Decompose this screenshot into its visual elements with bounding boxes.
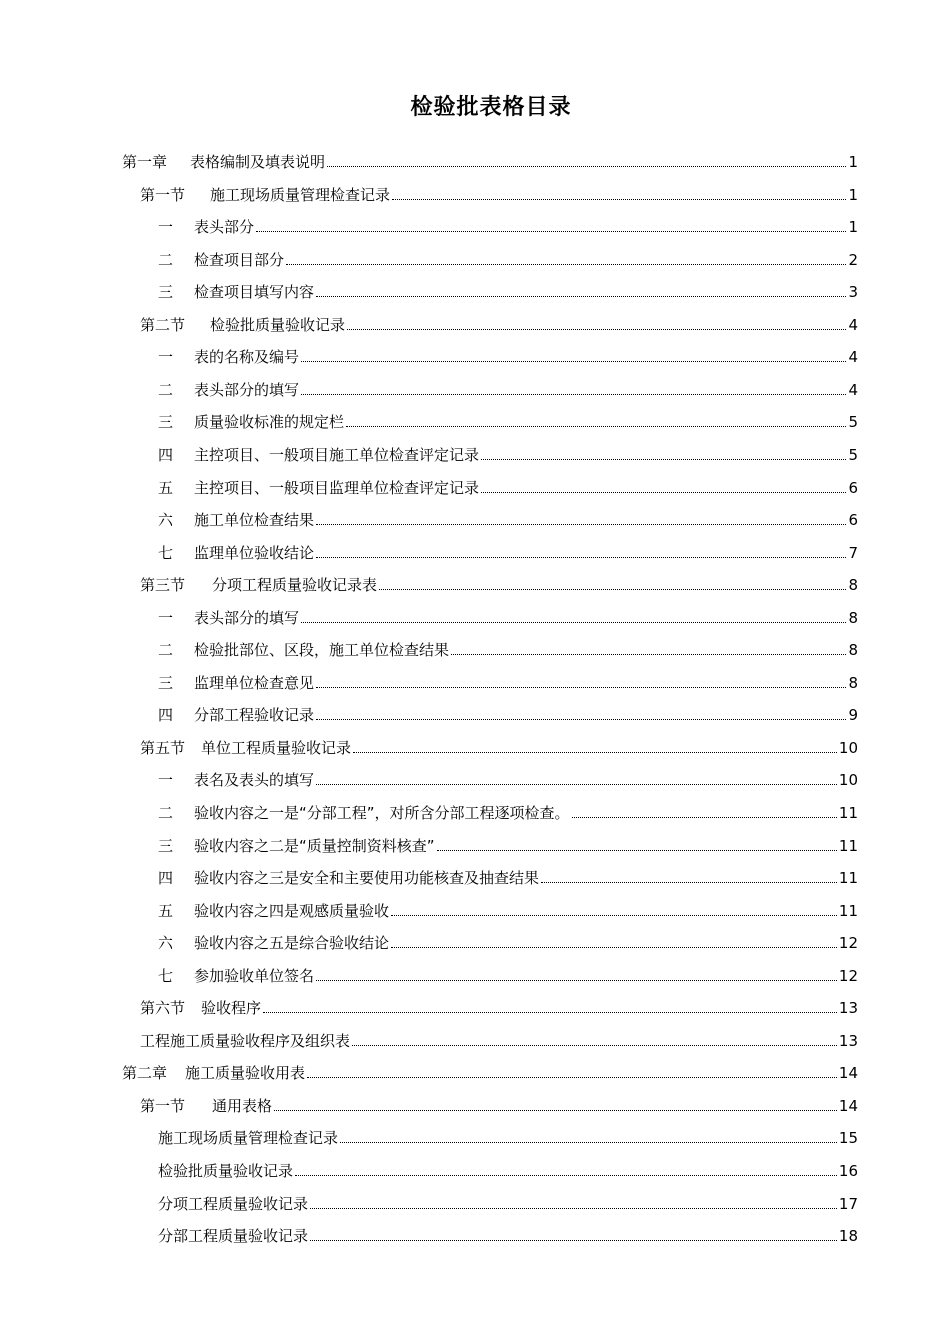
toc-entry-number: 六 <box>158 511 174 529</box>
dot-leader <box>392 199 846 200</box>
toc-entry-page-number: 13 <box>838 1032 858 1050</box>
toc-entry-label <box>158 217 254 237</box>
toc-entry-text: 检验批部位、区段，施工单位检查结果 <box>194 641 450 659</box>
toc-entry-page-number: 10 <box>838 771 858 789</box>
dot-leader <box>481 459 846 460</box>
toc-entry-label <box>158 640 449 660</box>
toc-entry-page-number: 5 <box>848 446 858 464</box>
toc-entry <box>158 766 858 790</box>
toc-entry-text: 检验批质量验收记录 <box>158 1162 294 1180</box>
toc-entry-page-number: 8 <box>848 641 858 659</box>
toc-entry-page-number: 4 <box>848 348 858 366</box>
toc-entry <box>140 311 858 335</box>
toc-entry-text: 参加验收单位签名 <box>194 967 315 985</box>
toc-entry-number: 第一节 <box>140 186 186 204</box>
toc-entry-page-number: 12 <box>838 934 858 952</box>
toc-entry-label <box>158 412 344 432</box>
toc-entry <box>158 376 858 400</box>
toc-entry <box>158 246 858 270</box>
toc-entry-page-number: 11 <box>838 837 858 855</box>
toc-entry-number: 三 <box>158 837 174 855</box>
toc-entry-number: 第六节 <box>140 999 186 1017</box>
dot-leader <box>327 166 846 167</box>
toc-entry-page-number: 14 <box>838 1064 858 1082</box>
toc-entry <box>158 441 858 465</box>
toc-entry <box>158 897 858 921</box>
toc-entry-label <box>122 152 325 172</box>
dot-leader <box>307 1077 837 1078</box>
dot-leader <box>301 394 846 395</box>
dot-leader <box>316 296 846 297</box>
toc-entry-text: 检查项目部分 <box>194 251 285 269</box>
toc-entry-page-number: 8 <box>848 674 858 692</box>
toc-entry-text: 质量验收标准的规定栏 <box>194 413 345 431</box>
toc-entry <box>158 636 858 660</box>
toc-entry-number: 第一章 <box>122 153 168 171</box>
dot-leader <box>316 557 846 558</box>
toc-entry-text: 验收程序 <box>201 999 262 1017</box>
toc-entry-page-number: 4 <box>848 381 858 399</box>
toc-entry-label <box>122 1063 305 1083</box>
toc-entry-label <box>158 1161 293 1181</box>
toc-entry-text: 验收内容之二是“质量控制资料核查” <box>194 837 435 855</box>
toc-entry-text: 验收内容之一是“分部工程”，对所含分部工程逐项检查。 <box>194 804 570 822</box>
toc-entry-label <box>158 347 299 367</box>
toc-entry-label <box>158 803 570 823</box>
toc-entry-text: 施工现场质量管理检查记录 <box>158 1129 339 1147</box>
toc-entry-number: 第一节 <box>140 1097 186 1115</box>
toc-entry-number: 第三节 <box>140 576 186 594</box>
document-title: 检验批表格目录 <box>410 95 572 120</box>
toc-entry-label <box>140 1031 350 1051</box>
toc-entry-label <box>140 1096 272 1116</box>
dot-leader <box>346 426 846 427</box>
toc-entry <box>140 571 858 595</box>
dot-leader <box>316 524 846 525</box>
toc-entry-page-number: 18 <box>838 1227 858 1245</box>
toc-entry-number: 第五节 <box>140 739 186 757</box>
dot-leader <box>301 361 846 362</box>
dot-leader <box>310 1208 837 1209</box>
toc-entry <box>158 832 858 856</box>
toc-entry-page-number: 17 <box>838 1195 858 1213</box>
dot-leader <box>316 687 846 688</box>
toc-entry-page-number: 9 <box>848 706 858 724</box>
toc-entry <box>158 799 858 823</box>
dot-leader <box>437 850 837 851</box>
toc-entry-number: 一 <box>158 609 174 627</box>
toc-entry-label <box>140 185 390 205</box>
dot-leader <box>391 947 837 948</box>
toc-entry-label <box>158 836 435 856</box>
toc-entry-label <box>158 770 314 790</box>
toc-entry-number: 五 <box>158 479 174 497</box>
toc-entry-label <box>158 250 284 270</box>
toc-entry-label <box>158 380 299 400</box>
toc-entry-text: 监理单位验收结论 <box>194 544 315 562</box>
toc-entry-number: 七 <box>158 544 174 562</box>
toc-entry-page-number: 2 <box>848 251 858 269</box>
toc-entry <box>158 604 858 628</box>
toc-entry-page-number: 11 <box>838 902 858 920</box>
toc-entry-number: 第二节 <box>140 316 186 334</box>
dot-leader <box>263 1012 837 1013</box>
dot-leader <box>572 817 837 818</box>
toc-entry-page-number: 4 <box>848 316 858 334</box>
dot-leader <box>274 1110 837 1111</box>
toc-entry-label <box>158 510 314 530</box>
toc-entry-text: 施工现场质量管理检查记录 <box>210 186 391 204</box>
toc-entry <box>158 539 858 563</box>
toc-entry-number: 第二章 <box>122 1064 168 1082</box>
toc-entry-number: 四 <box>158 706 174 724</box>
toc-entry-label <box>158 608 299 628</box>
toc-entry-label <box>158 282 314 302</box>
toc-entry <box>158 1124 858 1148</box>
toc-entry <box>158 506 858 530</box>
toc-entry <box>140 1092 858 1116</box>
toc-entry-text: 表格编制及填表说明 <box>190 153 326 171</box>
toc-entry-label <box>158 1194 308 1214</box>
dot-leader <box>541 882 837 883</box>
dot-leader <box>301 622 846 623</box>
toc-entry <box>122 148 858 172</box>
dot-leader <box>316 980 837 981</box>
toc-entry-label <box>158 445 479 465</box>
dot-leader <box>286 264 846 265</box>
toc-entry-number: 三 <box>158 674 174 692</box>
toc-entry-label <box>158 933 389 953</box>
toc-entry-text: 主控项目、一般项目施工单位检查评定记录 <box>194 446 480 464</box>
toc-entry <box>158 669 858 693</box>
dot-leader <box>340 1142 837 1143</box>
toc-entry-text: 验收内容之四是观感质量验收 <box>194 902 390 920</box>
toc-entry-label <box>158 705 314 725</box>
toc-entry <box>158 962 858 986</box>
dot-leader <box>481 492 846 493</box>
dot-leader <box>310 1240 837 1241</box>
toc-entry <box>158 213 858 237</box>
dot-leader <box>451 654 846 655</box>
toc-entry-text: 分部工程质量验收记录 <box>158 1227 309 1245</box>
toc-entry-number: 四 <box>158 869 174 887</box>
toc-entry-page-number: 8 <box>848 609 858 627</box>
toc-entry-number: 五 <box>158 902 174 920</box>
toc-entry-text: 表名及表头的填写 <box>194 771 315 789</box>
toc-entry <box>158 1157 858 1181</box>
toc-entry-page-number: 1 <box>848 186 858 204</box>
toc-entry <box>158 864 858 888</box>
toc-entry-page-number: 6 <box>848 511 858 529</box>
toc-entry-text: 检查项目填写内容 <box>194 283 315 301</box>
toc-entry <box>158 343 858 367</box>
toc-entry-number: 二 <box>158 251 174 269</box>
toc-entry-label <box>158 478 479 498</box>
dot-leader <box>352 1045 837 1046</box>
toc-entry-page-number: 7 <box>848 544 858 562</box>
toc-entry-page-number: 3 <box>848 283 858 301</box>
toc-entry <box>158 1222 858 1246</box>
toc-entry-text: 表头部分的填写 <box>194 609 300 627</box>
toc-entry-page-number: 13 <box>838 999 858 1017</box>
toc-entry-text: 主控项目、一般项目监理单位检查评定记录 <box>194 479 480 497</box>
dot-leader <box>353 752 837 753</box>
toc-entry-text: 监理单位检查意见 <box>194 674 315 692</box>
toc-entry-label <box>158 1128 338 1148</box>
toc-entry-number: 三 <box>158 413 174 431</box>
toc-entry <box>158 474 858 498</box>
toc-entry-page-number: 11 <box>838 804 858 822</box>
toc-entry <box>158 408 858 432</box>
toc-entry-text: 工程施工质量验收程序及组织表 <box>140 1032 351 1050</box>
toc-entry-label <box>158 1226 308 1246</box>
toc-entry-label <box>158 673 314 693</box>
toc-entry-label <box>158 901 389 921</box>
toc-entry-number: 三 <box>158 283 174 301</box>
toc-entry-page-number: 5 <box>848 413 858 431</box>
toc-entry <box>158 278 858 302</box>
toc-entry-text: 分部工程验收记录 <box>194 706 315 724</box>
toc-entry <box>140 994 858 1018</box>
toc-entry <box>158 701 858 725</box>
toc-entry-label <box>158 543 314 563</box>
toc-entry-page-number: 15 <box>838 1129 858 1147</box>
dot-leader <box>391 915 837 916</box>
toc-entry-text: 分项工程质量验收记录 <box>158 1195 309 1213</box>
toc-entry <box>122 1059 858 1083</box>
toc-entry-text: 表头部分的填写 <box>194 381 300 399</box>
toc-entry-page-number: 6 <box>848 479 858 497</box>
toc-entry <box>158 1190 858 1214</box>
toc-entry-number: 二 <box>158 804 174 822</box>
toc-entry-text: 验收内容之五是综合验收结论 <box>194 934 390 952</box>
toc-entry <box>140 734 858 758</box>
toc-entry-page-number: 11 <box>838 869 858 887</box>
toc-entry-text: 施工质量验收用表 <box>185 1064 306 1082</box>
dot-leader <box>347 329 846 330</box>
toc-entry-number: 四 <box>158 446 174 464</box>
toc-entry-label <box>140 998 261 1018</box>
dot-leader <box>316 784 837 785</box>
toc-entry-page-number: 16 <box>838 1162 858 1180</box>
toc-entry-number: 二 <box>158 381 174 399</box>
toc-entry-text: 施工单位检查结果 <box>194 511 315 529</box>
toc-entry-number: 一 <box>158 348 174 366</box>
toc-entry-page-number: 12 <box>838 967 858 985</box>
toc-entry-label <box>140 738 351 758</box>
toc-entry-number: 二 <box>158 641 174 659</box>
toc-entry-page-number: 1 <box>848 218 858 236</box>
toc-entry-page-number: 10 <box>838 739 858 757</box>
toc-entry <box>158 929 858 953</box>
toc-entry-text: 通用表格 <box>212 1097 273 1115</box>
toc-entry <box>140 1027 858 1051</box>
toc-entry-text: 表的名称及编号 <box>194 348 300 366</box>
toc-entry-page-number: 14 <box>838 1097 858 1115</box>
toc-entry-text: 检验批质量验收记录 <box>210 316 346 334</box>
toc-entry-text: 验收内容之三是安全和主要使用功能核查及抽查结果 <box>194 869 540 887</box>
toc-entry <box>140 181 858 205</box>
toc-entry-text: 单位工程质量验收记录 <box>201 739 352 757</box>
toc-entry-number: 六 <box>158 934 174 952</box>
toc-entry-text: 表头部分 <box>194 218 255 236</box>
toc-entry-number: 七 <box>158 967 174 985</box>
dot-leader <box>379 589 846 590</box>
toc-entry-number: 一 <box>158 771 174 789</box>
toc-entry-label <box>140 575 377 595</box>
toc-entry-label <box>140 315 345 335</box>
dot-leader <box>316 719 846 720</box>
toc-entry-page-number: 1 <box>848 153 858 171</box>
toc-entry-number: 一 <box>158 218 174 236</box>
toc-entry-text: 分项工程质量验收记录表 <box>212 576 378 594</box>
toc-entry-page-number: 8 <box>848 576 858 594</box>
dot-leader <box>256 231 846 232</box>
dot-leader <box>295 1175 837 1176</box>
toc-entry-label <box>158 966 314 986</box>
toc-entry-label <box>158 868 539 888</box>
